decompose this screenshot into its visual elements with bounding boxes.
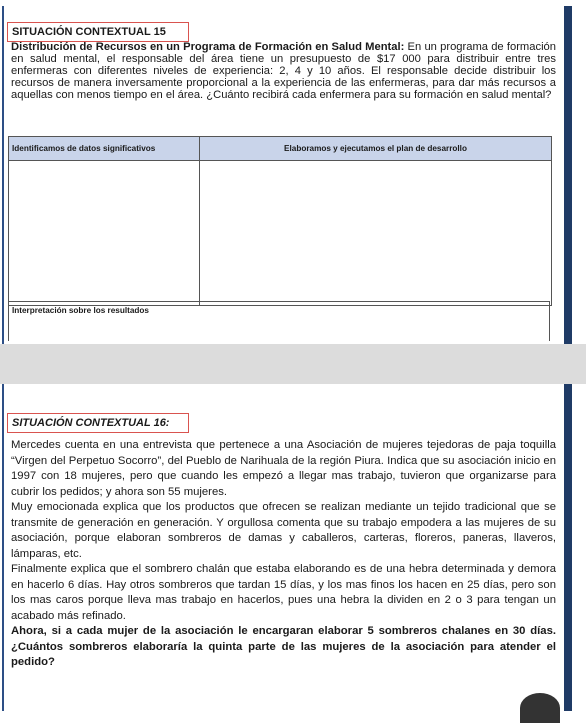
story-paragraph: Muy emocionada explica que los productos que ofrecen se realizan mediante un tejido tradicional que se transmite de generación en generación. Y orgullosa comenta que su trabajo empodera a las mujeres de su asociación, porque elaboran sombreros de damas y caballeros, carteras, floreros, paneras, llaveros, lámparas, etc. [11,501,556,560]
situation-15-badge: SITUACIÓN CONTEXTUAL 15 [7,22,189,42]
situation-15-text [11,42,556,102]
col-data-header: Identificamos de datos significativos [9,137,200,161]
story-question: Ahora, si a cada mujer de la asociación le encargaran elaborar 5 sombreros chalanes en 30 días. ¿Cuántos sombreros elaboraría la quinta parte de las mujeres de la asociación para atender el pedido? [11,625,556,668]
left-border [2,384,4,711]
col-plan-header: Elaboramos y ejecutamos el plan de desarrollo [200,137,552,161]
situation-16-text [11,438,556,671]
plan-table [8,136,552,306]
right-border [564,6,572,344]
interpretation-label: Interpretación sobre los resultados [12,306,149,315]
story-paragraph: Finalmente explica que el sombrero chalán que estaba elaborando es de una hebra determinada y demora en hacerlo 6 días. Hay otros sombreros que tardan 15 días, y los mas finos los hacen en 25 días, pero son los mas caros porque lleva mas trabajo en hacerlos, pues una hebra la dividen en 2 o 3 para tengan un acabado más refinado. [11,563,556,622]
plan-cell[interactable] [200,161,552,306]
interpretation-box[interactable] [8,301,550,341]
right-border [564,384,572,711]
story-paragraph: Mercedes cuenta en una entrevista que pertenece a una Asociación de mujeres tejedoras de paja toquilla “Virgen del Perpetuo Socorro”, del Pueblo de Narihuala de la región Piura. Indica que su asociación inicio en 1997 con 18 mujeres, pero que cuando les empezó a llegar mas trabajo, tuvieron que organizarse para cubrir los pedidos; y ahora son 55 mujeres. [11,439,556,498]
left-border [2,6,4,344]
page-gap [0,344,586,384]
corner-decoration [520,693,560,723]
situation-15-title: Distribución de Recursos en un Programa de Formación en Salud Mental: [11,41,405,53]
data-cell[interactable] [9,161,200,306]
situation-16-badge: SITUACIÓN CONTEXTUAL 16: [7,413,189,433]
situation-15-body: En un programa de formación en salud mental, el responsable del área tiene un presupuesto de $17 000 para distribuir entre tres enfermeras con diferentes niveles de experiencia: 2, 4 y 10 años. El responsable decide distribuir los recursos de manera inversamente proporcional a la experiencia de las enfermeras, para dar más recursos a aquellas con menos tiempo en el área. ¿Cuánto recibirá cada enfermera para su formación en salud mental? [11,41,556,101]
